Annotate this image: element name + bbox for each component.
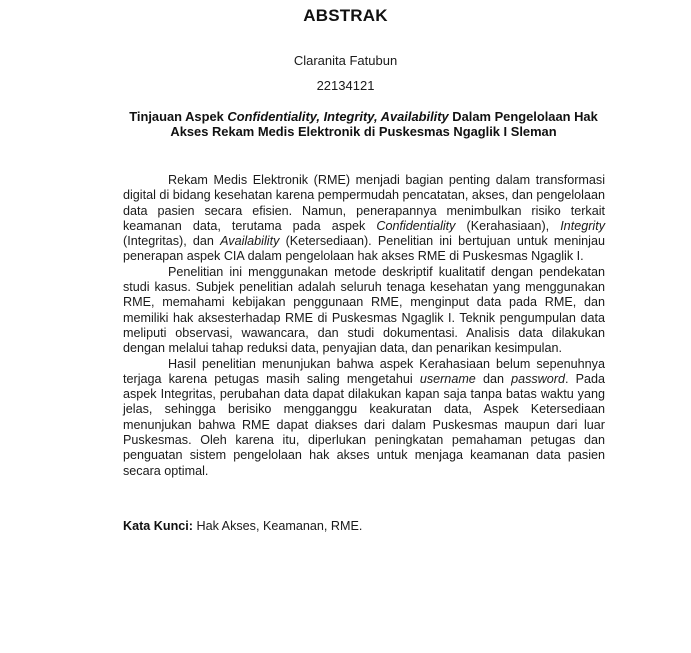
author-name: Claranita Fatubun	[293, 53, 398, 68]
italic-term: username	[419, 371, 476, 386]
abstract-body	[123, 173, 605, 479]
text-run: Penelitian ini menggunakan metode deskriptif kualitatif dengan pendekatan studi kasus. Subjek penelitian adalah seluruh tenaga kesehatan yang menggunakan RME, memahami kebijakan penggunaan RME, menginput data pada RME, dan memiliki hak aksesterhadap RME di Puskesmas Ngaglik I. Teknik pengumpulan data meliputi observasi, wawancara, dan studi dokumentasi. Analisis data dilakukan dengan melalui tahap reduksi data, penyajian data, dan penarikan kesimpulan.	[123, 264, 605, 356]
text-run: . Pada aspek Integritas, perubahan data dapat dilakukan kapan saja tanpa batas waktu yang jelas, sehingga berisiko mengganggu keakuratan data, Aspek Ketersediaan menunjukan bahwa RME dapat diakses dari dalam Puskesmas maupun dari luar Puskesmas. Oleh karena itu, diperlukan peningkatan pemahaman petugas dan penguatan sistem pengelolaan hak akses untuk menjaga keamanan data pasien secara optimal.	[123, 371, 605, 478]
abstract-paragraph	[123, 265, 605, 357]
text-run: (Ketersediaan). Penelitian ini bertujuan untuk meninjau penerapan aspek CIA dalam pengelolaan hak akses RME di Puskesmas Ngaglik I.	[123, 234, 605, 264]
keywords-label: Kata Kunci:	[123, 519, 193, 533]
italic-term: password	[511, 371, 565, 386]
paper-title	[123, 109, 604, 139]
student-id: 22134121	[316, 78, 375, 93]
text-run: dan	[475, 371, 512, 386]
paper-title-italic: Confidentiality, Integrity, Availability	[227, 109, 449, 124]
abstract-heading: ABSTRAK	[303, 6, 388, 25]
abstract-paragraph	[123, 357, 605, 479]
italic-term: Confidentiality	[376, 218, 456, 233]
keywords	[123, 519, 605, 534]
text-run: (Integritas), dan	[123, 234, 221, 249]
text-run: (Kerahasiaan),	[455, 218, 561, 233]
text-run: Rekam Medis Elektronik (RME) menjadi bagian penting dalam transformasi digital di bidang kesehatan karena pempermudah pencatatan, akses, dan pengelolaan data pasien secara efisien. Namun, penerapannya menimbulkan risiko terkait keamanan data, terutama pada aspek	[123, 173, 605, 233]
text-run: Hasil penelitian menunjukan bahwa aspek Kerahasiaan belum sepenuhnya terjaga karena petugas masih saling mengetahui	[123, 356, 605, 386]
paper-title-part1: Tinjauan Aspek	[129, 109, 228, 124]
paper-title-part2: Dalam Pengelolaan Hak Akses Rekam Medis Elektronik di Puskesmas Ngaglik I Sleman	[170, 109, 598, 139]
italic-term: Integrity	[560, 218, 605, 233]
abstract-paragraph	[123, 173, 605, 265]
keywords-value: Hak Akses, Keamanan, RME.	[192, 519, 363, 533]
italic-term: Availability	[220, 234, 280, 249]
